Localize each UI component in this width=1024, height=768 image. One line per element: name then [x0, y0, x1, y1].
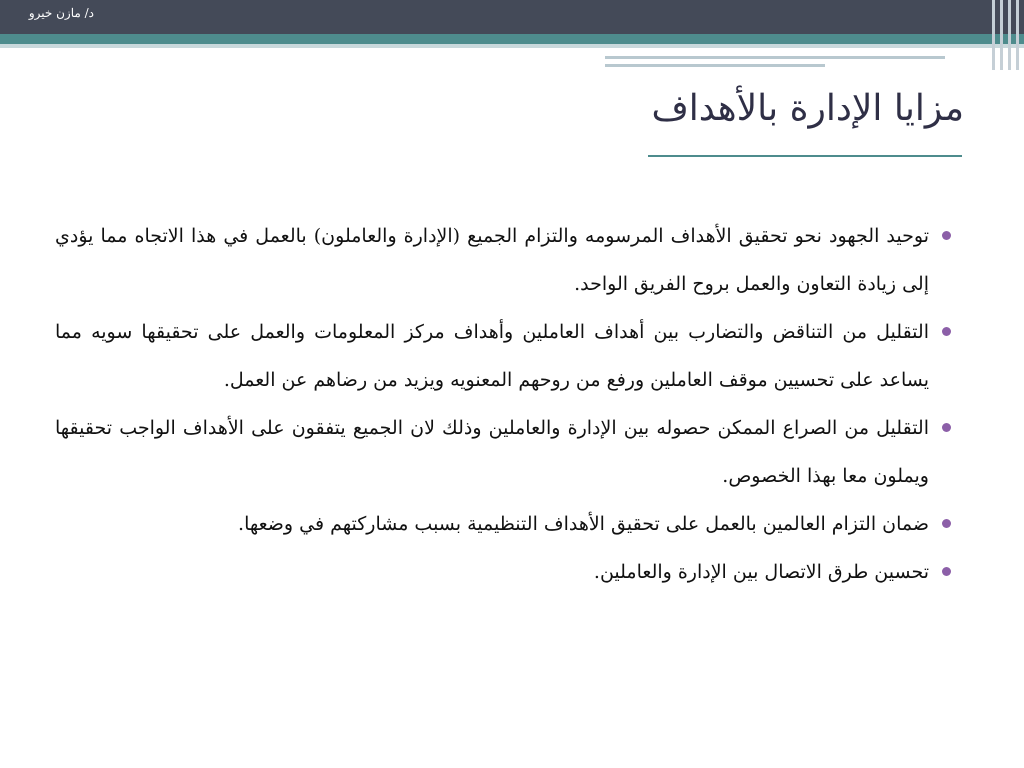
bullet-icon [942, 567, 951, 576]
list-item-text: التقليل من التناقض والتضارب بين أهداف العاملين وأهداف مركز المعلومات والعمل على تحقيقها سويه مما يساعد على تحسيين موقف العاملين ورفع من روحهم المعنويه ويزيد من رضاهم عن العمل. [55, 321, 929, 391]
slide-title: مزايا الإدارة بالأهداف [651, 88, 964, 129]
bullet-icon [942, 519, 951, 528]
list-item-text: التقليل من الصراع الممكن حصوله بين الإدارة والعاملين وذلك لان الجميع يتفقون على الأهداف الواجب تحقيقها ويملون معا بهذا الخصوص. [55, 417, 929, 487]
list-item [55, 308, 955, 404]
stripe [1016, 0, 1019, 70]
stripe [1000, 0, 1003, 70]
bullet-icon [942, 423, 951, 432]
header-light-band [0, 44, 1024, 48]
decorative-stripes [990, 0, 1024, 70]
title-underline [648, 155, 962, 157]
bullet-list [55, 212, 955, 596]
author-name: د/ مازن خيرو [28, 6, 94, 20]
list-item [55, 404, 955, 500]
bullet-icon [942, 327, 951, 336]
header-band [0, 0, 1024, 34]
list-item-text: ضمان التزام العالمين بالعمل على تحقيق الأهداف التنظيمية بسبب مشاركتهم في وضعها. [238, 513, 929, 535]
bullet-icon [942, 231, 951, 240]
list-item [55, 212, 955, 308]
decorative-line [605, 56, 945, 59]
stripe [1008, 0, 1011, 70]
list-item-text: توحيد الجهود نحو تحقيق الأهداف المرسومه والتزام الجميع (الإدارة والعاملون) بالعمل في هذا الاتجاه مما يؤدي إلى زيادة التعاون والعمل بروح الفريق الواحد. [55, 225, 929, 295]
header-accent-band [0, 34, 1024, 44]
list-item [55, 500, 955, 548]
list-item [55, 548, 955, 596]
stripe [992, 0, 995, 70]
list-item-text: تحسين طرق الاتصال بين الإدارة والعاملين. [593, 561, 929, 583]
decorative-line [605, 64, 825, 67]
